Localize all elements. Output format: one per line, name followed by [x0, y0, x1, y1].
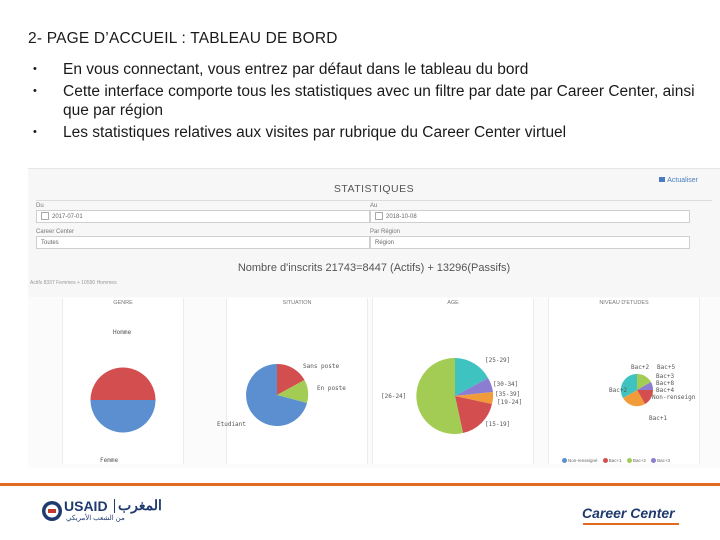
pie-label-bac8: Bac+8 [656, 380, 675, 387]
bullet-dot-icon: • [33, 63, 37, 75]
pie-label-etudiant: Etudiant [217, 421, 246, 428]
from-date-field[interactable] [36, 210, 370, 223]
situation-chart-title: SITUATION [282, 300, 312, 306]
refresh-link-label: Actualiser [667, 177, 698, 184]
region-label: Par Région [370, 229, 401, 235]
bullet-dot-icon: • [33, 85, 37, 97]
calendar-icon [375, 212, 383, 220]
divider [36, 200, 712, 201]
slide-title: 2- PAGE D’ACCUEIL : TABLEAU DE BORD [28, 30, 338, 47]
pie-label-19-24: [19-24] [497, 399, 523, 406]
education-chart-title: NIVEAU D'ETUDES [599, 300, 649, 306]
logo-separator [114, 499, 115, 513]
bullet-item [30, 60, 710, 79]
pie-label-25-29: [25-29] [485, 357, 511, 364]
to-label: Au [370, 203, 378, 209]
bullet-dot-icon: • [33, 126, 37, 138]
to-date-field[interactable] [370, 210, 690, 223]
usaid-wordmark: USAID [64, 498, 108, 514]
bullet-item [30, 123, 710, 142]
legend-label: Bac+2 [632, 458, 646, 463]
bullet-text: Les statistiques relatives aux visites par rubrique du Career Center virtuel [63, 124, 567, 141]
pie-label-bac1: Bac+1 [649, 415, 668, 422]
stats-header [28, 168, 720, 297]
legend-swatch-icon [651, 458, 656, 463]
from-date-value: 2017-07-01 [52, 214, 83, 220]
pie-label-bac4: Bac+4 [656, 387, 675, 394]
pie-label-26-24: [26-24] [381, 393, 407, 400]
footer-divider [0, 483, 720, 486]
legend-swatch-icon [562, 458, 567, 463]
pie-label-homme: Homme [113, 329, 132, 336]
refresh-icon [659, 177, 665, 182]
pie-slice-homme [91, 368, 156, 400]
career-center-underline [583, 523, 679, 525]
to-date-value: 2018-10-08 [386, 214, 417, 220]
pie-label-en-poste: En poste [317, 385, 346, 392]
legend-swatch-icon [627, 458, 632, 463]
calendar-icon [41, 212, 49, 220]
career-center-value: Toutes [41, 240, 59, 246]
pie-label-35-39: [35-39] [495, 391, 521, 398]
pie-label-sans-poste: Sans poste [303, 363, 340, 370]
dashboard-screenshot [28, 168, 720, 468]
pie-slice-femme [91, 400, 156, 432]
gender-pie-chart [63, 298, 183, 464]
stats-title: STATISTIQUES [333, 183, 415, 195]
career-center-select[interactable] [36, 236, 370, 249]
legend-label: Bac+3 [657, 458, 670, 463]
usaid-seal-icon [41, 500, 63, 524]
education-chart-panel [548, 298, 700, 464]
education-legend [558, 458, 670, 463]
gender-chart-title: GENRE [113, 300, 133, 306]
bullet-list [30, 60, 710, 145]
bullet-item [30, 82, 710, 120]
pie-label-bac2-top: Bac+2 [631, 364, 650, 371]
from-label: Du [36, 203, 44, 209]
region-value: Région [375, 240, 395, 246]
career-center-logo: Career Center [582, 505, 675, 521]
registrations-summary: Nombre d'inscrits 21743=8447 (Actifs) + 13296(Passifs) [237, 262, 511, 274]
bullet-text: Cette interface comporte tous les statistiques avec un filtre par date par Career Center, ainsi que par région [63, 83, 695, 119]
legend-swatch-icon [603, 458, 608, 463]
pie-label-15-19: [15-19] [485, 421, 511, 428]
pie-label-bac5: Bac+5 [657, 364, 676, 371]
situation-pie-chart [217, 298, 367, 464]
gender-chart-panel [62, 298, 184, 464]
age-chart-panel [372, 298, 534, 464]
education-pie-chart [549, 298, 699, 464]
bullet-text: En vous connectant, vous entrez par défaut dans le tableau du bord [63, 61, 529, 78]
age-chart-title: AGE [447, 300, 459, 306]
pie-label-femme: Femme [100, 457, 119, 464]
center-label: Career Center [36, 229, 75, 235]
pie-label-non-renseign: Non-renseign [652, 394, 696, 401]
pie-label-bac3: Bac+3 [656, 373, 675, 380]
legend-label: Bac+1 [608, 458, 622, 463]
active-breakdown-note: Actifs 8337 Femmes + 10590 Hommes [30, 280, 117, 286]
usaid-arabic-tagline: من الشعب الأمريكي [66, 515, 125, 522]
pie-label-bac2-left: Bac+2 [609, 387, 628, 394]
situation-chart-panel [217, 298, 368, 464]
age-pie-chart [373, 298, 533, 464]
legend-label: Non-renseigné [568, 458, 598, 463]
morocco-arabic-wordmark: المغرب [118, 497, 162, 513]
region-select[interactable] [370, 236, 690, 249]
pie-label-30-34: [30-34] [493, 381, 519, 388]
